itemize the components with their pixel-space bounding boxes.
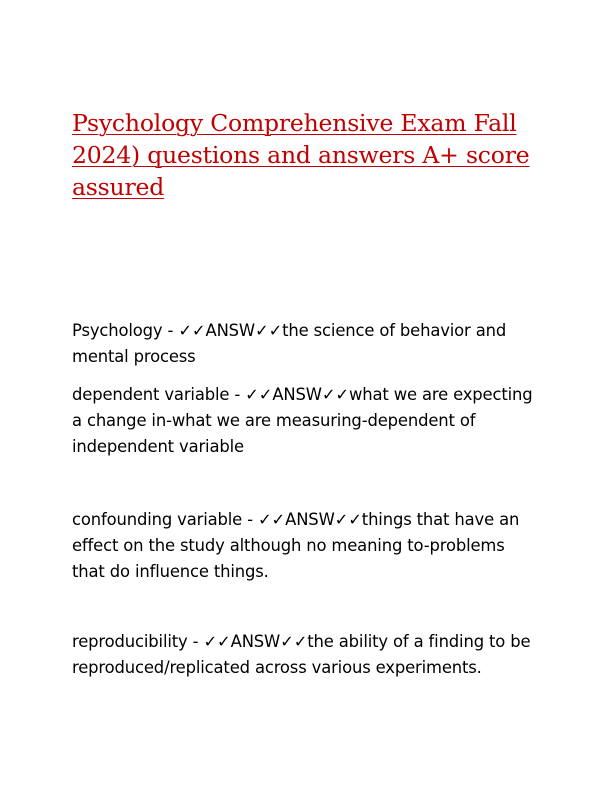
- qa-entry-dependent-variable: dependent variable - ✓✓ANSW✓✓what we are expecting a change in-what we are measuring-dependent of independent variable: [72, 385, 533, 456]
- document-title: Psychology Comprehensive Exam Fall 2024) questions and answers A+ score assured: [72, 109, 530, 201]
- qa-entry-reproducibility: reproducibility - ✓✓ANSW✓✓the ability of a finding to be reproduced/replicated across various experiments.: [72, 632, 531, 677]
- qa-entry-psychology: Psychology - ✓✓ANSW✓✓the science of behavior and mental process: [72, 321, 507, 366]
- qa-entry-confounding-variable: confounding variable - ✓✓ANSW✓✓things that have an effect on the study although no meaning to-problems that do influence things.: [72, 510, 520, 581]
